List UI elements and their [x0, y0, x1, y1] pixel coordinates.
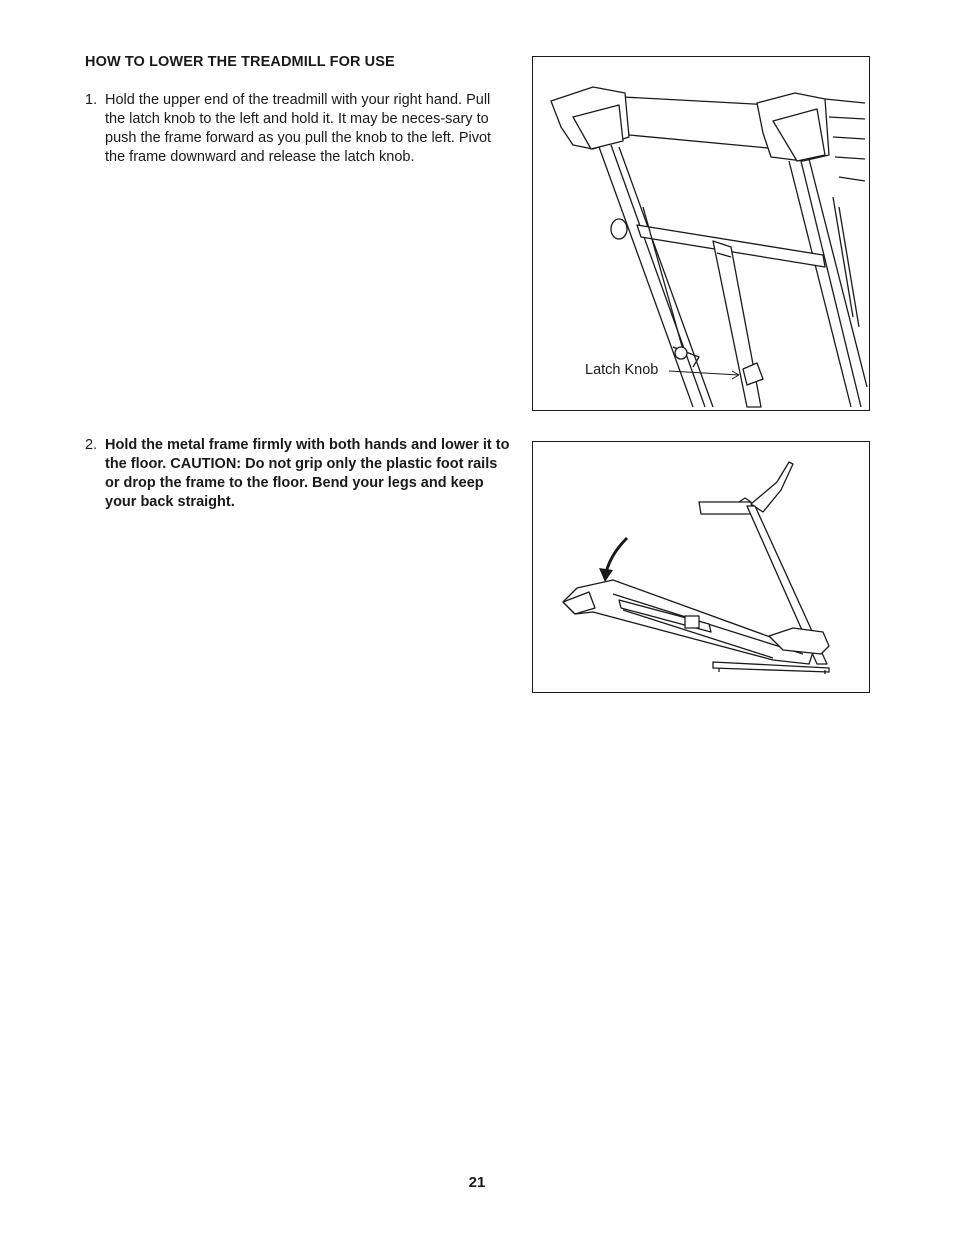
treadmill-upright-illustration — [533, 57, 869, 410]
section-heading: HOW TO LOWER THE TREADMILL FOR USE — [85, 54, 395, 70]
step-number: 2. — [85, 437, 98, 453]
figure-latch-knob — [532, 56, 870, 411]
page-number: 21 — [468, 1174, 486, 1191]
step-text: Hold the upper end of the treadmill with your right hand. Pull the latch knob to the left and hold it. It may be neces-sary to push the frame forward as you pull the knob to the left. Pivot the frame downward and release the latch knob. — [105, 92, 492, 165]
instruction-step-1 — [85, 91, 510, 167]
figure-lower-frame — [532, 441, 870, 693]
treadmill-lowering-illustration — [533, 442, 869, 692]
step-text: Hold the metal frame firmly with both hands and lower it to the floor. CAUTION: Do not grip only the plastic foot rails or drop the frame to the floor. Bend your legs and keep your back straight. — [105, 437, 510, 510]
latch-knob-label: Latch Knob — [585, 362, 659, 378]
instruction-step-2 — [85, 436, 510, 512]
step-number: 1. — [85, 92, 98, 108]
